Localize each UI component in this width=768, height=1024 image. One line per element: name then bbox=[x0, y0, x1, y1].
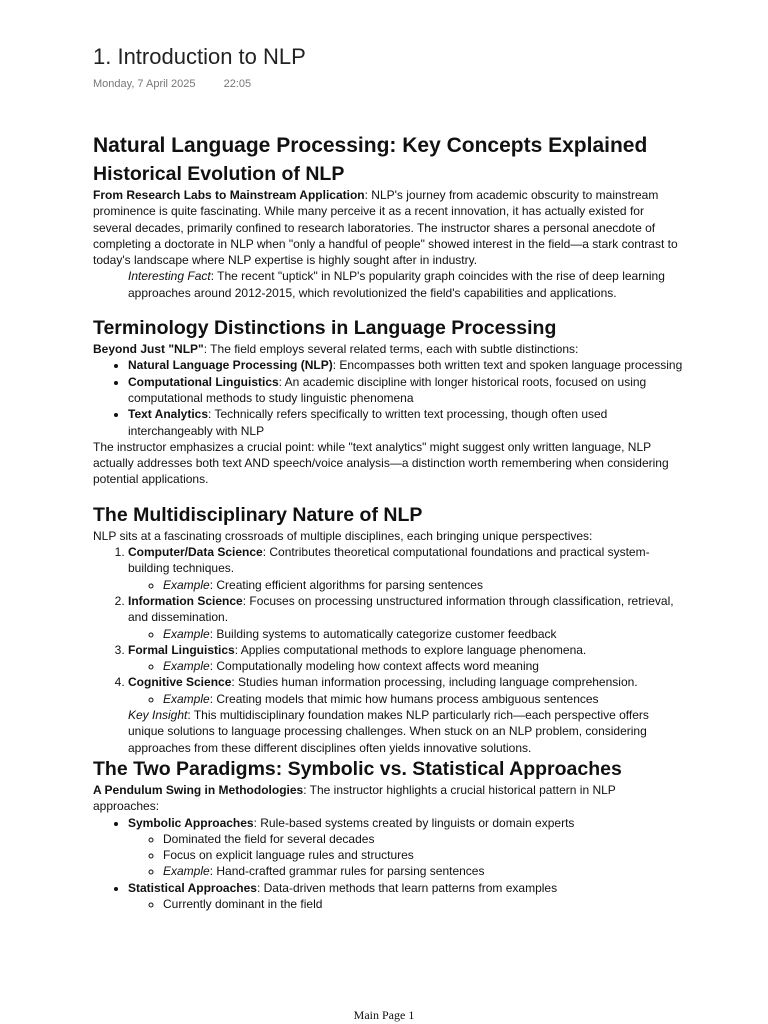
example-list bbox=[128, 626, 683, 642]
paradigm-label: Statistical Approaches bbox=[128, 880, 257, 895]
example-label: Example bbox=[163, 864, 210, 879]
example-item bbox=[163, 577, 683, 593]
key-insight bbox=[93, 707, 683, 756]
discipline-text: : Contributes theoretical computational foundations and practical system-building techniques. bbox=[128, 545, 650, 576]
discipline-text: : Focuses on processing unstructured information through classification, retrieval, and dissemination. bbox=[128, 593, 674, 625]
document-heading: Natural Language Processing: Key Concepts Explained bbox=[93, 134, 648, 157]
section-heading-terminology: Terminology Distinctions in Language Processing bbox=[93, 317, 557, 340]
detail-item: ◦ Currently dominant in the field bbox=[163, 896, 683, 912]
list-item bbox=[128, 544, 683, 593]
fact-label: Interesting Fact bbox=[128, 269, 211, 284]
example-label: Example bbox=[163, 691, 210, 706]
paradigm-label: Symbolic Approaches bbox=[128, 815, 254, 830]
terminology-lead: Beyond Just "NLP" bbox=[93, 342, 204, 357]
paradigm-text: : Data-driven methods that learn patterns from examples bbox=[256, 880, 558, 895]
terminology-intro-text: : The field employs several related terms, each with subtle distinctions: bbox=[203, 342, 579, 357]
example-label: Example bbox=[163, 626, 210, 641]
list-item bbox=[128, 593, 683, 642]
term-label: Text Analytics bbox=[128, 407, 209, 422]
note-content bbox=[93, 131, 683, 912]
list-item bbox=[128, 880, 683, 913]
terminology-closing: The instructor emphasizes a crucial point: while "text analytics" might suggest only written language, NLP actually addresses both text AND speech/voice analysis—a distinction worth remembering when considering potential applications. bbox=[93, 439, 669, 487]
history-paragraph bbox=[93, 187, 683, 268]
page-title: 1. Introduction to NLP bbox=[93, 44, 306, 69]
discipline-text: : Studies human information processing, including language comprehension. bbox=[231, 675, 638, 690]
paradigm-details bbox=[128, 831, 683, 880]
example-list bbox=[128, 691, 683, 707]
page-footer: Main Page 1 bbox=[353, 1008, 415, 1022]
history-lead: From Research Labs to Mainstream Application bbox=[93, 188, 365, 202]
terminology-intro bbox=[93, 341, 683, 357]
list-item bbox=[128, 642, 683, 675]
list-item bbox=[128, 374, 683, 407]
example-list bbox=[128, 577, 683, 593]
example-item bbox=[163, 691, 683, 707]
term-text: : Encompasses both written text and spoken language processing bbox=[332, 358, 683, 373]
paradigm-text: : Rule-based systems created by linguists or domain experts bbox=[253, 815, 575, 830]
list-item bbox=[128, 357, 683, 373]
terminology-list bbox=[93, 357, 683, 438]
example-text: : Creating efficient algorithms for parsing sentences bbox=[209, 577, 483, 592]
example-item bbox=[163, 658, 683, 674]
page-date: Monday, 7 April 2025 bbox=[93, 78, 196, 90]
discipline-label: Cognitive Science bbox=[128, 675, 232, 690]
example-label: Example bbox=[163, 577, 210, 592]
example-text: : Creating models that mimic how humans process ambiguous sentences bbox=[209, 691, 599, 706]
discipline-text: : Applies computational methods to explore language phenomena. bbox=[234, 642, 587, 657]
example-text: : Hand-crafted grammar rules for parsing sentences bbox=[209, 864, 485, 879]
paradigm-details bbox=[128, 896, 683, 912]
page-time: 22:05 bbox=[223, 78, 252, 90]
paradigms-intro bbox=[93, 782, 683, 815]
list-item bbox=[128, 815, 683, 880]
detail-item: ◦ Focus on explicit language rules and structures bbox=[163, 847, 683, 863]
insight-text: : This multidisciplinary foundation makes NLP particularly rich—each perspective offers unique solutions to language processing challenges. When stuck on an NLP problem, considering approaches from these different disciplines often yields innovative solutions. bbox=[128, 708, 649, 755]
detail-item: ◦ Dominated the field for several decades bbox=[163, 831, 683, 847]
example-item bbox=[163, 626, 683, 642]
example-text: : Computationally modeling how context affects word meaning bbox=[209, 659, 539, 674]
paradigms-list bbox=[93, 815, 683, 913]
section-heading-multidisciplinary: The Multidisciplinary Nature of NLP bbox=[93, 503, 423, 526]
paradigms-intro-text: : The instructor highlights a crucial historical pattern in NLP approaches: bbox=[93, 782, 616, 814]
history-text: : NLP's journey from academic obscurity to mainstream prominence is quite fascinating. While many perceive it as a recent innovation, it has actually existed for several decades, primarily confined to research laboratories. The instructor shares a personal anecdote of completing a doctorate in NLP when "only a handful of people" showed interest in the field—a stark contrast to today's landscape where NLP expertise is highly sought after in industry. bbox=[93, 188, 678, 268]
insight-label: Key Insight bbox=[128, 708, 188, 723]
section-heading-history: Historical Evolution of NLP bbox=[93, 163, 345, 185]
list-item bbox=[128, 406, 683, 439]
example-list bbox=[128, 658, 683, 674]
list-item bbox=[128, 674, 683, 707]
paradigms-lead: A Pendulum Swing in Methodologies bbox=[93, 782, 304, 797]
example-text: : Building systems to automatically categorize customer feedback bbox=[209, 626, 557, 641]
term-text: : An academic discipline with longer historical roots, focused on using computational methods to study linguistic phenomena bbox=[128, 374, 647, 405]
disciplines-list bbox=[93, 544, 683, 707]
page-meta bbox=[93, 78, 251, 90]
multidisciplinary-intro: NLP sits at a fascinating crossroads of multiple disciplines, each bringing unique perspectives: bbox=[93, 528, 593, 543]
example-label: Example bbox=[163, 659, 210, 674]
term-label: Computational Linguistics bbox=[128, 374, 279, 389]
discipline-label: Computer/Data Science bbox=[128, 545, 263, 560]
discipline-label: Formal Linguistics bbox=[128, 642, 235, 657]
fact-text: : The recent "uptick" in NLP's popularity graph coincides with the rise of deep learning approaches around 2012-2015, which revolutionized the field's capabilities and applications. bbox=[128, 269, 665, 300]
interesting-fact bbox=[93, 268, 683, 301]
discipline-label: Information Science bbox=[128, 593, 243, 608]
section-heading-paradigms: The Two Paradigms: Symbolic vs. Statistical Approaches bbox=[93, 757, 622, 780]
detail-item bbox=[163, 863, 683, 879]
term-label: Natural Language Processing (NLP) bbox=[128, 358, 333, 373]
term-text: : Technically refers specifically to written text processing, though often used interchangeably with NLP bbox=[128, 407, 608, 438]
